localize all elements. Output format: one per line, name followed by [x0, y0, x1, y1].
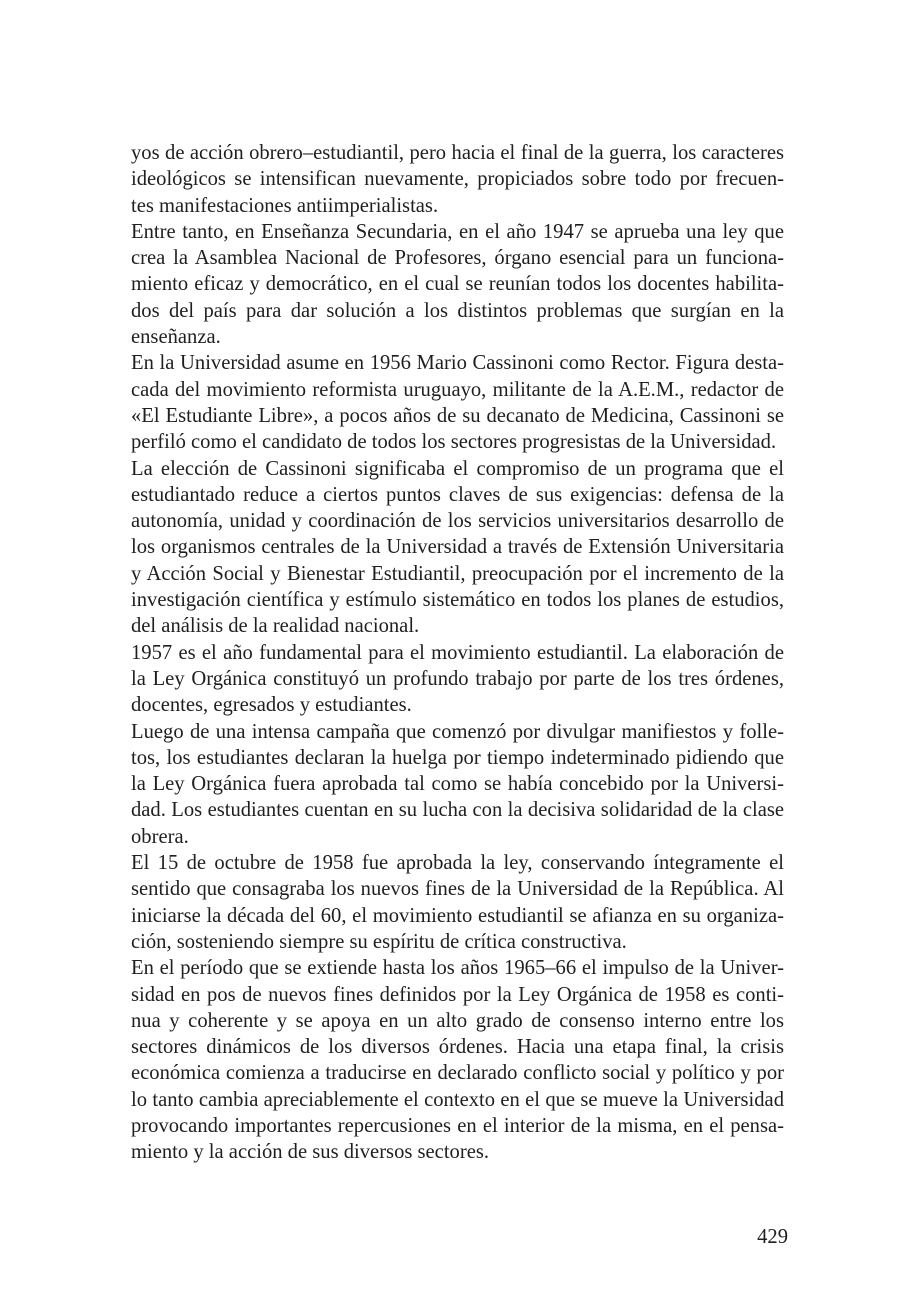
text-line: dad. Los estudiantes cuentan en su lucha con la decisiva solidaridad de la clase: [131, 799, 784, 822]
text-line: los organismos centrales de la Universidad a través de Extensión Universitaria: [131, 536, 784, 559]
text-line: En la Universidad asume en 1956 Mario Cassinoni como Rector. Figura desta-: [131, 352, 784, 375]
text-line: perfiló como el candidato de todos los sectores progresistas de la Universidad.: [131, 431, 777, 454]
text-line: sentido que consagraba los nuevos fines de la Universidad de la República. Al: [131, 878, 784, 901]
text-line: iniciarse la década del 60, el movimiento estudiantil se afianza en su organiza-: [131, 904, 784, 927]
text-line: ideológicos se intensifican nuevamente, propiciados sobre todo por frecuen-: [131, 168, 784, 191]
text-line: yos de acción obrero–estudiantil, pero hacia el final de la guerra, los caracteres: [131, 142, 784, 164]
text-line: Entre tanto, en Enseñanza Secundaria, en el año 1947 se aprueba una ley que: [131, 220, 784, 243]
text-line: miento eficaz y democrático, en el cual se reunían todos los docentes habilita-: [131, 273, 784, 296]
text-line: autonomía, unidad y coordinación de los servicios universitarios desarrollo de: [131, 510, 784, 533]
text-line: docentes, egresados y estudiantes.: [131, 694, 412, 717]
text-line: tos, los estudiantes declaran la huelga por tiempo indeterminado pidiendo que: [131, 746, 784, 769]
body-text: [131, 140, 784, 1166]
text-line: «El Estudiante Libre», a pocos años de su decanato de Medicina, Cassinoni se: [131, 404, 784, 427]
text-line: La elección de Cassinoni significaba el compromiso de un programa que el: [131, 457, 784, 480]
text-line: provocando importantes repercusiones en el interior de la misma, en el pensa-: [131, 1114, 784, 1137]
paragraph: [131, 140, 784, 219]
text-line: El 15 de octubre de 1958 fue aprobada la ley, conservando íntegramente el: [131, 852, 784, 875]
text-line: dos del país para dar solución a los distintos problemas que surgían en la: [131, 299, 784, 322]
text-line: obrera.: [131, 825, 189, 848]
page-number: 429: [757, 1226, 788, 1248]
paragraph: [131, 350, 784, 455]
paragraph: [131, 955, 784, 1165]
text-line: lo tanto cambia apreciablemente el contexto en el que se mueve la Universidad: [131, 1088, 784, 1111]
text-line: enseñanza.: [131, 326, 221, 349]
text-line: 1957 es el año fundamental para el movimiento estudiantil. La elaboración de: [131, 641, 784, 664]
paragraph: [131, 719, 784, 850]
text-line: miento y la acción de sus diversos sectores.: [131, 1141, 490, 1164]
text-line: investigación científica y estímulo sistemático en todos los planes de estudios,: [131, 589, 784, 612]
text-line: la Ley Orgánica constituyó un profundo trabajo por parte de los tres órdenes,: [131, 667, 784, 690]
text-line: económica comienza a traducirse en declarado conflicto social y político y por: [131, 1062, 784, 1085]
paragraph: [131, 456, 784, 640]
text-line: cada del movimiento reformista uruguayo, militante de la A.E.M., redactor de: [131, 378, 784, 401]
paragraph: [131, 219, 784, 350]
paragraph: [131, 640, 784, 719]
text-line: sidad en pos de nuevos fines definidos por la Ley Orgánica de 1958 es conti-: [131, 983, 784, 1006]
text-line: la Ley Orgánica fuera aprobada tal como se había concebido por la Universi-: [131, 773, 784, 796]
text-line: ción, sosteniendo siempre su espíritu de crítica constructiva.: [131, 930, 627, 953]
text-line: tes manifestaciones antiimperialistas.: [131, 194, 439, 217]
text-line: y Acción Social y Bienestar Estudiantil, preocupación por el incremento de la: [131, 562, 784, 585]
text-line: sectores dinámicos de los diversos órdenes. Hacia una etapa final, la crisis: [131, 1036, 784, 1059]
text-line: Luego de una intensa campaña que comenzó por divulgar manifiestos y folle-: [131, 720, 784, 743]
text-line: crea la Asamblea Nacional de Profesores, órgano esencial para un funciona-: [131, 247, 784, 270]
text-line: nua y coherente y se apoya en un alto grado de consenso interno entre los: [131, 1009, 784, 1032]
text-line: En el período que se extiende hasta los años 1965–66 el impulso de la Univer-: [131, 957, 784, 980]
text-line: estudiantado reduce a ciertos puntos claves de sus exigencias: defensa de la: [131, 483, 784, 506]
text-line: del análisis de la realidad nacional.: [131, 615, 420, 638]
paragraph: [131, 850, 784, 955]
